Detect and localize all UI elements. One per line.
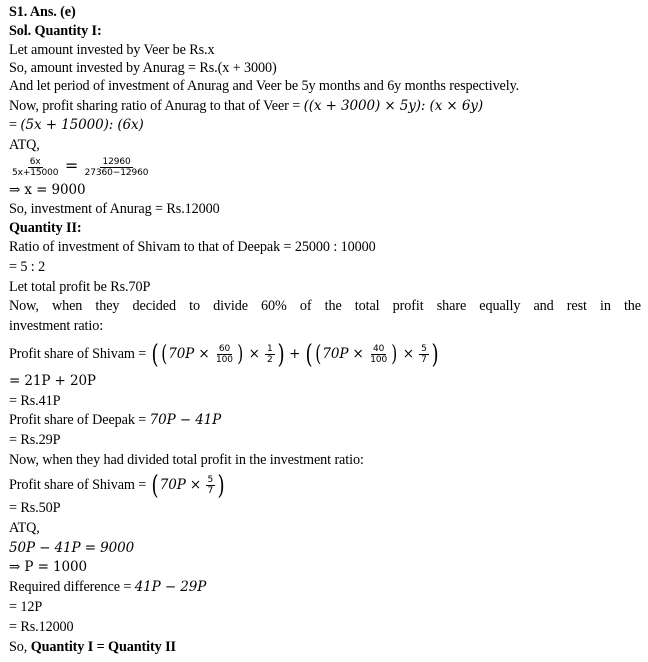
- quantity-1-conclusion: So, investment of Anurag = Rs.12000: [9, 201, 220, 217]
- p-result: ⇒ P = 1000: [9, 559, 87, 575]
- atq-label: ATQ,: [9, 137, 40, 153]
- text-line: = Rs.50P: [9, 500, 61, 516]
- text-line: ATQ,: [9, 520, 40, 536]
- shivam-share-2-line: Profit share of Shivam = ( 70P × $\frac{5}{7}$ ): [9, 470, 225, 501]
- fraction: [10, 157, 60, 178]
- text-line: investment ratio:: [9, 318, 104, 334]
- ratio-simplified-line: [9, 116, 144, 134]
- ratio-simplified: (5x + 15000): (6x): [20, 117, 144, 133]
- text-line: Ratio of investment of Shivam to that of Deepak = 25000 : 10000: [9, 239, 376, 255]
- final-answer-line: So, Quantity I = Quantity II: [9, 639, 176, 655]
- equals-sign: =: [64, 156, 79, 175]
- denominator: 27360−12960: [84, 168, 149, 179]
- x-result: ⇒ x = 9000: [9, 182, 86, 198]
- text-line: = Rs.29P: [9, 432, 61, 448]
- fraction: $\frac{5}{7}$: [421, 344, 427, 366]
- shivam-share-line: Profit share of Shivam = ( (70P × $\frac{60}{100}$ ) × $\frac{1}{2}$ ) + ( (70P × $\frac{40}{100}$ ) × $\frac{5}{7}$ ): [9, 339, 439, 370]
- ratio-line: [9, 97, 483, 115]
- deepak-share-line: Profit share of Deepak = 70P − 41P: [9, 412, 222, 428]
- text-line: = Rs.12000: [9, 619, 74, 635]
- final-answer: Quantity I = Quantity II: [30, 639, 176, 655]
- ratio-label: Now, profit sharing ratio of Anurag to that of Veer =: [9, 98, 304, 114]
- fraction: $\frac{5}{7}$: [207, 475, 214, 497]
- shivam-share-label: Profit share of Shivam =: [9, 346, 150, 362]
- text-line: Now, when they decided to divide 60% of the total profit share equally and rest in the: [9, 298, 641, 314]
- fraction: $\frac{40}{100}$: [370, 344, 388, 366]
- ratio-expression: ((x + 3000) × 5y): (x × 6y): [303, 98, 484, 114]
- quantity-1-heading: Sol. Quantity I:: [9, 23, 102, 39]
- equation-line: [9, 152, 151, 181]
- text-line: Let amount invested by Veer be Rs.x: [9, 42, 215, 58]
- text-line: Now, when they had divided total profit in the investment ratio:: [9, 452, 364, 468]
- text-line: So, amount invested by Anurag = Rs.(x + 3000): [9, 60, 277, 76]
- text-line: Let total profit be Rs.70P: [9, 279, 151, 295]
- difference-line: Required difference = 41P − 29P: [9, 579, 207, 595]
- numerator: 12960: [102, 157, 131, 168]
- text-line: And let period of investment of Anurag and Veer be 5y months and 6y months respectively.: [9, 78, 520, 94]
- fraction: $\frac{60}{100}$: [216, 344, 233, 366]
- equation-line: 50P − 41P = 9000: [9, 540, 135, 556]
- answer-heading: S1. Ans. (e): [9, 4, 76, 20]
- text-line: = 21P + 20P: [9, 373, 96, 389]
- fraction: $\frac{1}{2}$: [267, 344, 273, 366]
- quantity-2-heading: Quantity II:: [9, 220, 82, 236]
- text-line: = Rs.41P: [9, 393, 61, 409]
- denominator: 5x+15000: [12, 168, 59, 179]
- text-line: = 5 : 2: [9, 259, 46, 275]
- text-line: = 12P: [9, 599, 43, 615]
- equals-sign: =: [9, 117, 21, 133]
- fraction: [83, 157, 151, 178]
- numerator: 6x: [29, 157, 41, 168]
